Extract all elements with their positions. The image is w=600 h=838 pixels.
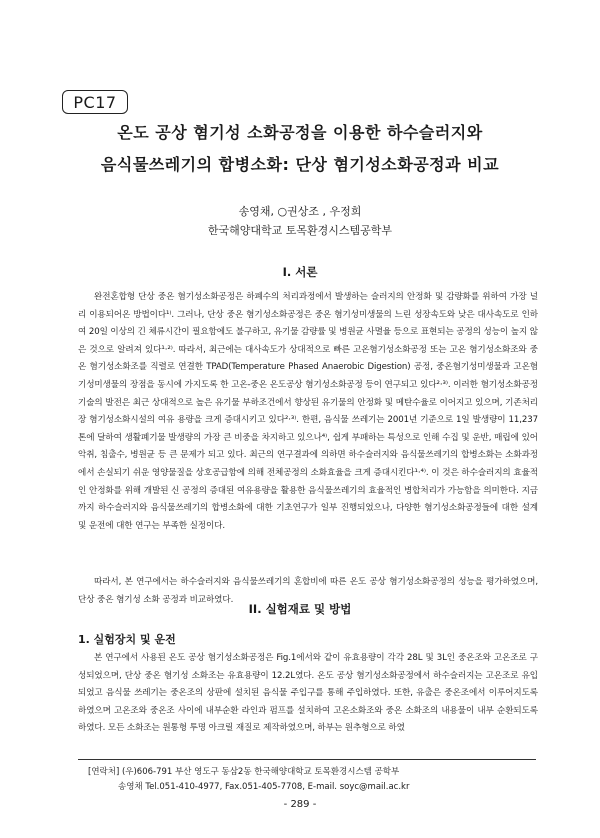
title-line-1: 온도 공상 혐기성 소화공정을 이용한 하수슬러지와 [117,123,483,142]
methods-paragraph-1: 본 연구에서 사용된 온도 공상 혐기성소화공정은 Fig.1에서와 같이 유효용량이 각각 28L 및 3L인 중온조와 고온조로 구성되었으며, 단상 중온 혐기성 소화조는 유효용량이 12.2L였다. 온도 공상 혐기성소화공정에서 하수슬러지는 고온조로 유입되었고 음식물 쓰레기는 중온조의 상판에 설치된 음식물 주입구를 통해 주입하였다. 또한, 유출은 중온조에서 이루어지도록 하였으며 고온조와 중온조 사이에 내부순환 라인과 펌프를 설치하여 고온소화조와 중온 소화조의 내용물이 내부 순환되도록 하였다. 모든 소화조는 원통형 투명 아크릴 재질로 제작하였으며, 하부는 원추형으로 하였 [78,653,538,734]
contact-address: [연락처] (우)606-791 부산 영도구 동삼2동 한국해양대학교 토목환경시스템 공학부 [88,767,400,777]
page-number: - 289 - [283,799,317,810]
title-line-2: 음식물쓰레기의 합병소화: 단상 혐기성소화공정과 비교 [100,155,500,174]
subsection-heading-apparatus: 1. 실험장치 및 운전 [78,633,176,646]
affiliation: 한국해양대학교 토목환경시스템공학부 [207,224,393,237]
paper-code-badge: PC17 [62,90,128,114]
section-heading-introduction: I. 서론 [282,265,318,279]
section-heading-methods: II. 실험재료 및 방법 [248,602,352,616]
intro-paragraph-1: 완전혼합형 단상 중온 혐기성소화공정은 하폐수의 처리과정에서 발생하는 슬러지의 안정화 및 감량화를 위하여 가장 널리 이용되어온 방법이다¹⁾. 그러나, 단상 중온 혐기성소화공정은 중온 혐기성미생물의 느린 성장속도와 낮은 대사속도로 인하여 20일 이상의 긴 체류시간이 필요함에도 불구하고, 유기물 감량률 및 병원균 사멸율 등으로 표현되는 공정의 성능이 높지 않은 것으로 알려져 있다¹·²⁾. 따라서, 최근에는 대사속도가 상대적으로 빠른 고온혐기성소화공정 또는 고온 혐기성소화조와 중온 혐기성소화조를 직렬로 연결한 TPAD(Temperature Phased Anaerobic Digestion) 공정, 중온혐기성미생물과 고온혐기성미생물의 장점을 동시에 가지도록 한 고온-중온 온도공상 혐기성소화공정 등이 연구되고 있다²·³⁾. 이러한 혐기성소화공정기술의 발전은 최근 상대적으로 높은 유기물 부하조건에서 향상된 유기물의 안정화 및 메탄수율로 이어지고 있으며, 기존처리장 혐기성소화시설의 여유 용량을 크게 증대시키고 있다²·³⁾. 한편, 음식물 쓰레기는 2001년 기준으로 1일 발생량이 11,237톤에 달하여 생활폐기물 발생량의 가장 큰 비중을 차지하고 있으나⁴⁾, 쉽게 부패하는 특성으로 인해 수집 및 운반, 매립에 있어 악취, 침출수, 병원균 등 큰 문제가 되고 있다. 최근의 연구결과에 의하면 하수슬러지와 음식물쓰레기의 합병소화는 소화과정에서 손실되기 쉬운 영양물질을 상호공급함에 의해 전체공정의 소화효율을 크게 증대시킨다¹·⁴⁾. 이 것은 하수슬러지의 효율적인 안정화를 위해 개발된 신 공정의 증대된 여유용량을 활용한 음식물쓰레기의 효율적인 병합처리가 가능함을 의미한다. 지금까지 하수슬러지와 음식물쓰레기의 합병소화에 대한 기초연구가 일부 진행되었으나, 다양한 혐기성소화공정들에 대한 설계 및 운전에 대한 연구는 부족한 실정이다. [78,292,538,531]
intro-paragraph-2: 따라서, 본 연구에서는 하수슬러지와 음식물쓰레기의 혼합비에 따른 온도 공상 혐기성소화공정의 성능을 평가하였으며, 단상 중온 혐기성 소화 공정과 비교하였다. [78,577,538,605]
authors: 송영채, ○권상조 , 우정희 [238,205,362,218]
footnote-divider [78,759,536,760]
contact-details: 송영채 Tel.051-410-4977, Fax.051-405-7708, E-mail. soyc@mail.ac.kr [118,782,410,792]
